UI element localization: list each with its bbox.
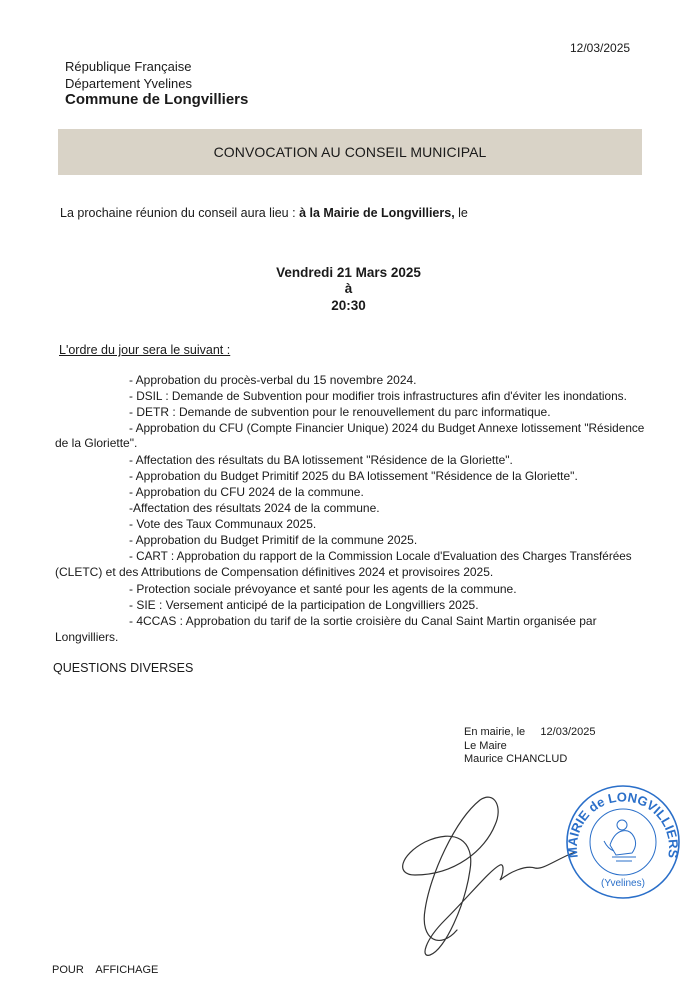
questions-diverses: QUESTIONS DIVERSES (53, 661, 194, 675)
signature-role: Le Maire (464, 740, 507, 752)
agenda-item: Longvilliers. (55, 630, 119, 644)
footer-affichage: POUR AFFICHAGE (52, 964, 159, 976)
municipal-stamp (564, 783, 682, 901)
agenda-item: - Approbation du Budget Primitif 2025 du BA lotissement "Résidence de la Gloriette". (129, 469, 578, 483)
handwritten-signature (385, 780, 585, 960)
meeting-date: Vendredi 21 Mars 2025 (276, 265, 421, 280)
agenda-item: - Vote des Taux Communaux 2025. (129, 517, 317, 531)
stamp-inner-text: (Yvelines) (601, 878, 645, 889)
agenda-item: - 4CCAS : Approbation du tarif de la sortie croisière du Canal Saint Martin organisée par (129, 614, 597, 628)
agenda-item: - Protection sociale prévoyance et santé pour les agents de la commune. (129, 582, 517, 596)
signature-date: 12/03/2025 (540, 726, 596, 738)
agenda-item: - Approbation du Budget Primitif de la commune 2025. (129, 533, 418, 547)
agenda-item: - CART : Approbation du rapport de la Commission Locale d'Evaluation des Charges Transférées (129, 549, 632, 563)
agenda-item: - Approbation du procès-verbal du 15 novembre 2024. (129, 373, 417, 387)
header-commune: Commune de Longvilliers (65, 91, 249, 108)
meeting-time: 20:30 (331, 298, 366, 313)
agenda-item: - Approbation du CFU 2024 de la commune. (129, 485, 364, 499)
signature-place-label: En mairie, le (464, 726, 526, 738)
intro-line (60, 206, 468, 220)
stamp-outer-text: MAIRIE de LONGVILLIERS (564, 789, 682, 859)
stamp-emblem (604, 820, 636, 861)
intro-suffix: le (454, 206, 468, 220)
agenda-item: - Approbation du CFU (Compte Financier Unique) 2024 du Budget Annexe lotissement "Résidence (129, 421, 645, 435)
agenda-item: - SIE : Versement anticipé de la participation de Longvilliers 2025. (129, 598, 479, 612)
svg-text:MAIRIE de LONGVILLIERS (565, 789, 681, 859)
agenda-item: - Affectation des résultats du BA lotissement "Résidence de la Gloriette". (129, 453, 513, 467)
document-date: 12/03/2025 (570, 41, 631, 55)
header-republic: République Française (65, 59, 192, 74)
header-department: Département Yvelines (65, 76, 192, 91)
agenda-item: - DETR : Demande de subvention pour le renouvellement du parc informatique. (129, 405, 551, 419)
agenda-item: (CLETC) et des Attributions de Compensation définitives 2024 et provisoires 2025. (55, 565, 494, 579)
signature-name: Maurice CHANCLUD (464, 753, 568, 765)
meeting-at: à (344, 281, 353, 296)
agenda-item: -Affectation des résultats 2024 de la commune. (129, 501, 380, 515)
signature-place-date (464, 726, 595, 738)
agenda-item: - DSIL : Demande de Subvention pour modifier trois infrastructures afin d'éviter les inondations. (129, 389, 627, 403)
intro-place: à la Mairie de Longvilliers, (299, 206, 455, 220)
agenda-heading: L'ordre du jour sera le suivant : (59, 343, 231, 357)
intro-prefix: La prochaine réunion du conseil aura lieu : (60, 206, 300, 220)
page-title: CONVOCATION AU CONSEIL MUNICIPAL (58, 129, 642, 175)
agenda-item: de la Gloriette". (55, 436, 138, 450)
